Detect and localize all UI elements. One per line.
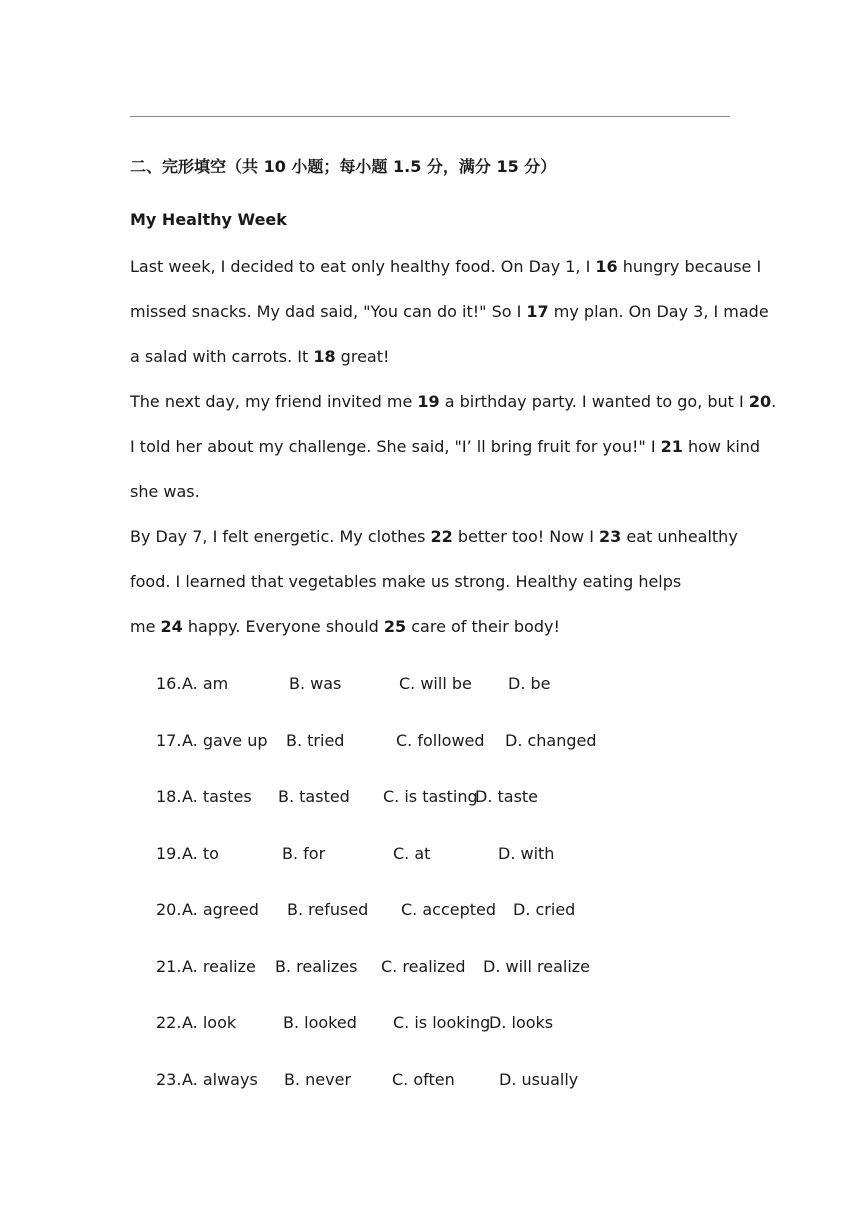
question-number: 19.: [156, 844, 182, 863]
option-d[interactable]: D. cried: [513, 900, 576, 919]
option-a[interactable]: A. realize: [182, 957, 256, 976]
option-d[interactable]: D. with: [498, 844, 555, 863]
option-c[interactable]: C. is tasting: [383, 787, 478, 806]
option-c[interactable]: C. is looking: [393, 1013, 491, 1032]
option-b[interactable]: B. looked: [283, 1013, 357, 1032]
option-c[interactable]: C. often: [392, 1070, 455, 1089]
option-a[interactable]: A. tastes: [182, 787, 252, 806]
option-b[interactable]: B. for: [282, 844, 326, 863]
option-b[interactable]: B. was: [289, 674, 342, 693]
blank-number: 19: [417, 392, 440, 411]
header-rule: [130, 116, 730, 117]
option-d[interactable]: D. usually: [499, 1070, 579, 1089]
question-number: 18.: [156, 787, 182, 806]
option-d[interactable]: D. changed: [505, 731, 597, 750]
question-number: 22.: [156, 1013, 182, 1032]
option-a[interactable]: A. to: [182, 844, 219, 863]
option-d[interactable]: D. looks: [489, 1013, 554, 1032]
blank-number: 16: [595, 257, 618, 276]
option-b[interactable]: B. realizes: [275, 957, 358, 976]
blank-number: 23: [599, 527, 622, 546]
option-a[interactable]: A. gave up: [182, 731, 268, 750]
passage-line-8: food. I learned that vegetables make us strong. Healthy eating helps: [130, 572, 682, 591]
blank-number: 18: [313, 347, 336, 366]
blank-number: 20: [748, 392, 772, 411]
option-b[interactable]: B. tasted: [278, 787, 350, 806]
option-a[interactable]: A. agreed: [182, 900, 259, 919]
question-number: 21.: [156, 957, 182, 976]
option-a[interactable]: A. look: [182, 1013, 237, 1032]
passage-title: My Healthy Week: [130, 210, 287, 229]
passage-line-1: Last week, I decided to eat only healthy food. On Day 1, I 16 hungry because I: [130, 257, 762, 276]
blank-number: 22: [430, 527, 453, 546]
passage-line-7: By Day 7, I felt energetic. My clothes 22 better too! Now I 23 eat unhealthy: [130, 527, 738, 546]
option-d[interactable]: D. taste: [475, 787, 539, 806]
option-a[interactable]: A. always: [182, 1070, 258, 1089]
passage-line-5: I told her about my challenge. She said, "I’ ll bring fruit for you!" I 21 how kind: [130, 437, 761, 456]
passage-line-3: a salad with carrots. It 18 great!: [130, 347, 390, 366]
passage-line-2: missed snacks. My dad said, "You can do it!" So I 17 my plan. On Day 3, I made: [130, 302, 769, 321]
option-c[interactable]: C. realized: [381, 957, 466, 976]
question-number: 20.: [156, 900, 182, 919]
question-number: 16.: [156, 674, 182, 693]
option-d[interactable]: D. be: [508, 674, 551, 693]
option-a[interactable]: A. am: [182, 674, 229, 693]
blank-number: 25: [383, 617, 407, 636]
option-b[interactable]: B. never: [284, 1070, 352, 1089]
section-heading: 二、完形填空（共 10 小题；每小题 1.5 分，满分 15 分）: [130, 157, 557, 176]
option-b[interactable]: B. tried: [286, 731, 345, 750]
blank-number: 17: [526, 302, 549, 321]
option-c[interactable]: C. will be: [399, 674, 472, 693]
option-c[interactable]: C. followed: [396, 731, 485, 750]
blank-number: 21: [660, 437, 683, 456]
passage-line-6: she was.: [130, 482, 200, 501]
question-number: 17.: [156, 731, 182, 750]
option-d[interactable]: D. will realize: [483, 957, 591, 976]
blank-number: 24: [160, 617, 183, 636]
question-number: 23.: [156, 1070, 182, 1089]
passage-line-9: me 24 happy. Everyone should 25 care of their body!: [130, 617, 560, 636]
option-c[interactable]: C. accepted: [401, 900, 497, 919]
option-b[interactable]: B. refused: [287, 900, 369, 919]
passage-line-4: The next day, my friend invited me 19 a birthday party. I wanted to go, but I 20.: [130, 392, 777, 411]
option-c[interactable]: C. at: [393, 844, 431, 863]
